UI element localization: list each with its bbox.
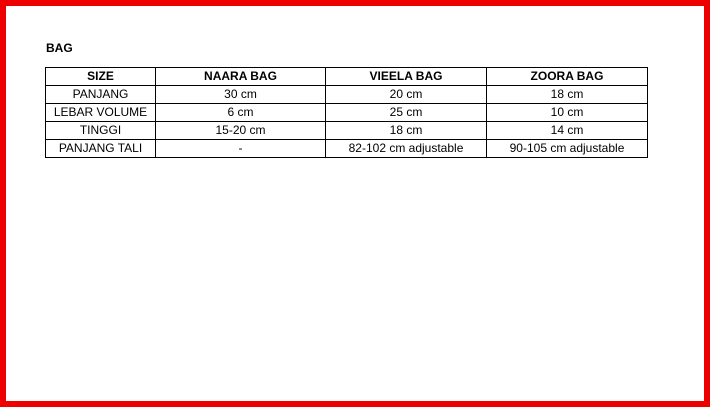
table-cell: PANJANG TALI xyxy=(46,140,156,158)
table-cell: 14 cm xyxy=(487,122,648,140)
table-cell: 15-20 cm xyxy=(156,122,326,140)
table-cell: 90-105 cm adjustable xyxy=(487,140,648,158)
table-row xyxy=(46,122,648,140)
table-header-row xyxy=(46,68,648,86)
table-cell: PANJANG xyxy=(46,86,156,104)
table-cell: 25 cm xyxy=(326,104,487,122)
table-cell: TINGGI xyxy=(46,122,156,140)
table-cell: 18 cm xyxy=(326,122,487,140)
header-vieela-bag: VIEELA BAG xyxy=(326,68,487,86)
table-cell: LEBAR VOLUME xyxy=(46,104,156,122)
table-row xyxy=(46,86,648,104)
table-cell: 10 cm xyxy=(487,104,648,122)
table-row xyxy=(46,104,648,122)
table-cell: 18 cm xyxy=(487,86,648,104)
table-row xyxy=(46,140,648,158)
table-cell: 82-102 cm adjustable xyxy=(326,140,487,158)
page-title: BAG xyxy=(46,41,73,55)
header-size: SIZE xyxy=(46,68,156,86)
table-cell: 6 cm xyxy=(156,104,326,122)
table-cell: 20 cm xyxy=(326,86,487,104)
header-zoora-bag: ZOORA BAG xyxy=(487,68,648,86)
table-cell: 30 cm xyxy=(156,86,326,104)
table-cell: - xyxy=(156,140,326,158)
size-table xyxy=(45,67,648,158)
header-naara-bag: NAARA BAG xyxy=(156,68,326,86)
